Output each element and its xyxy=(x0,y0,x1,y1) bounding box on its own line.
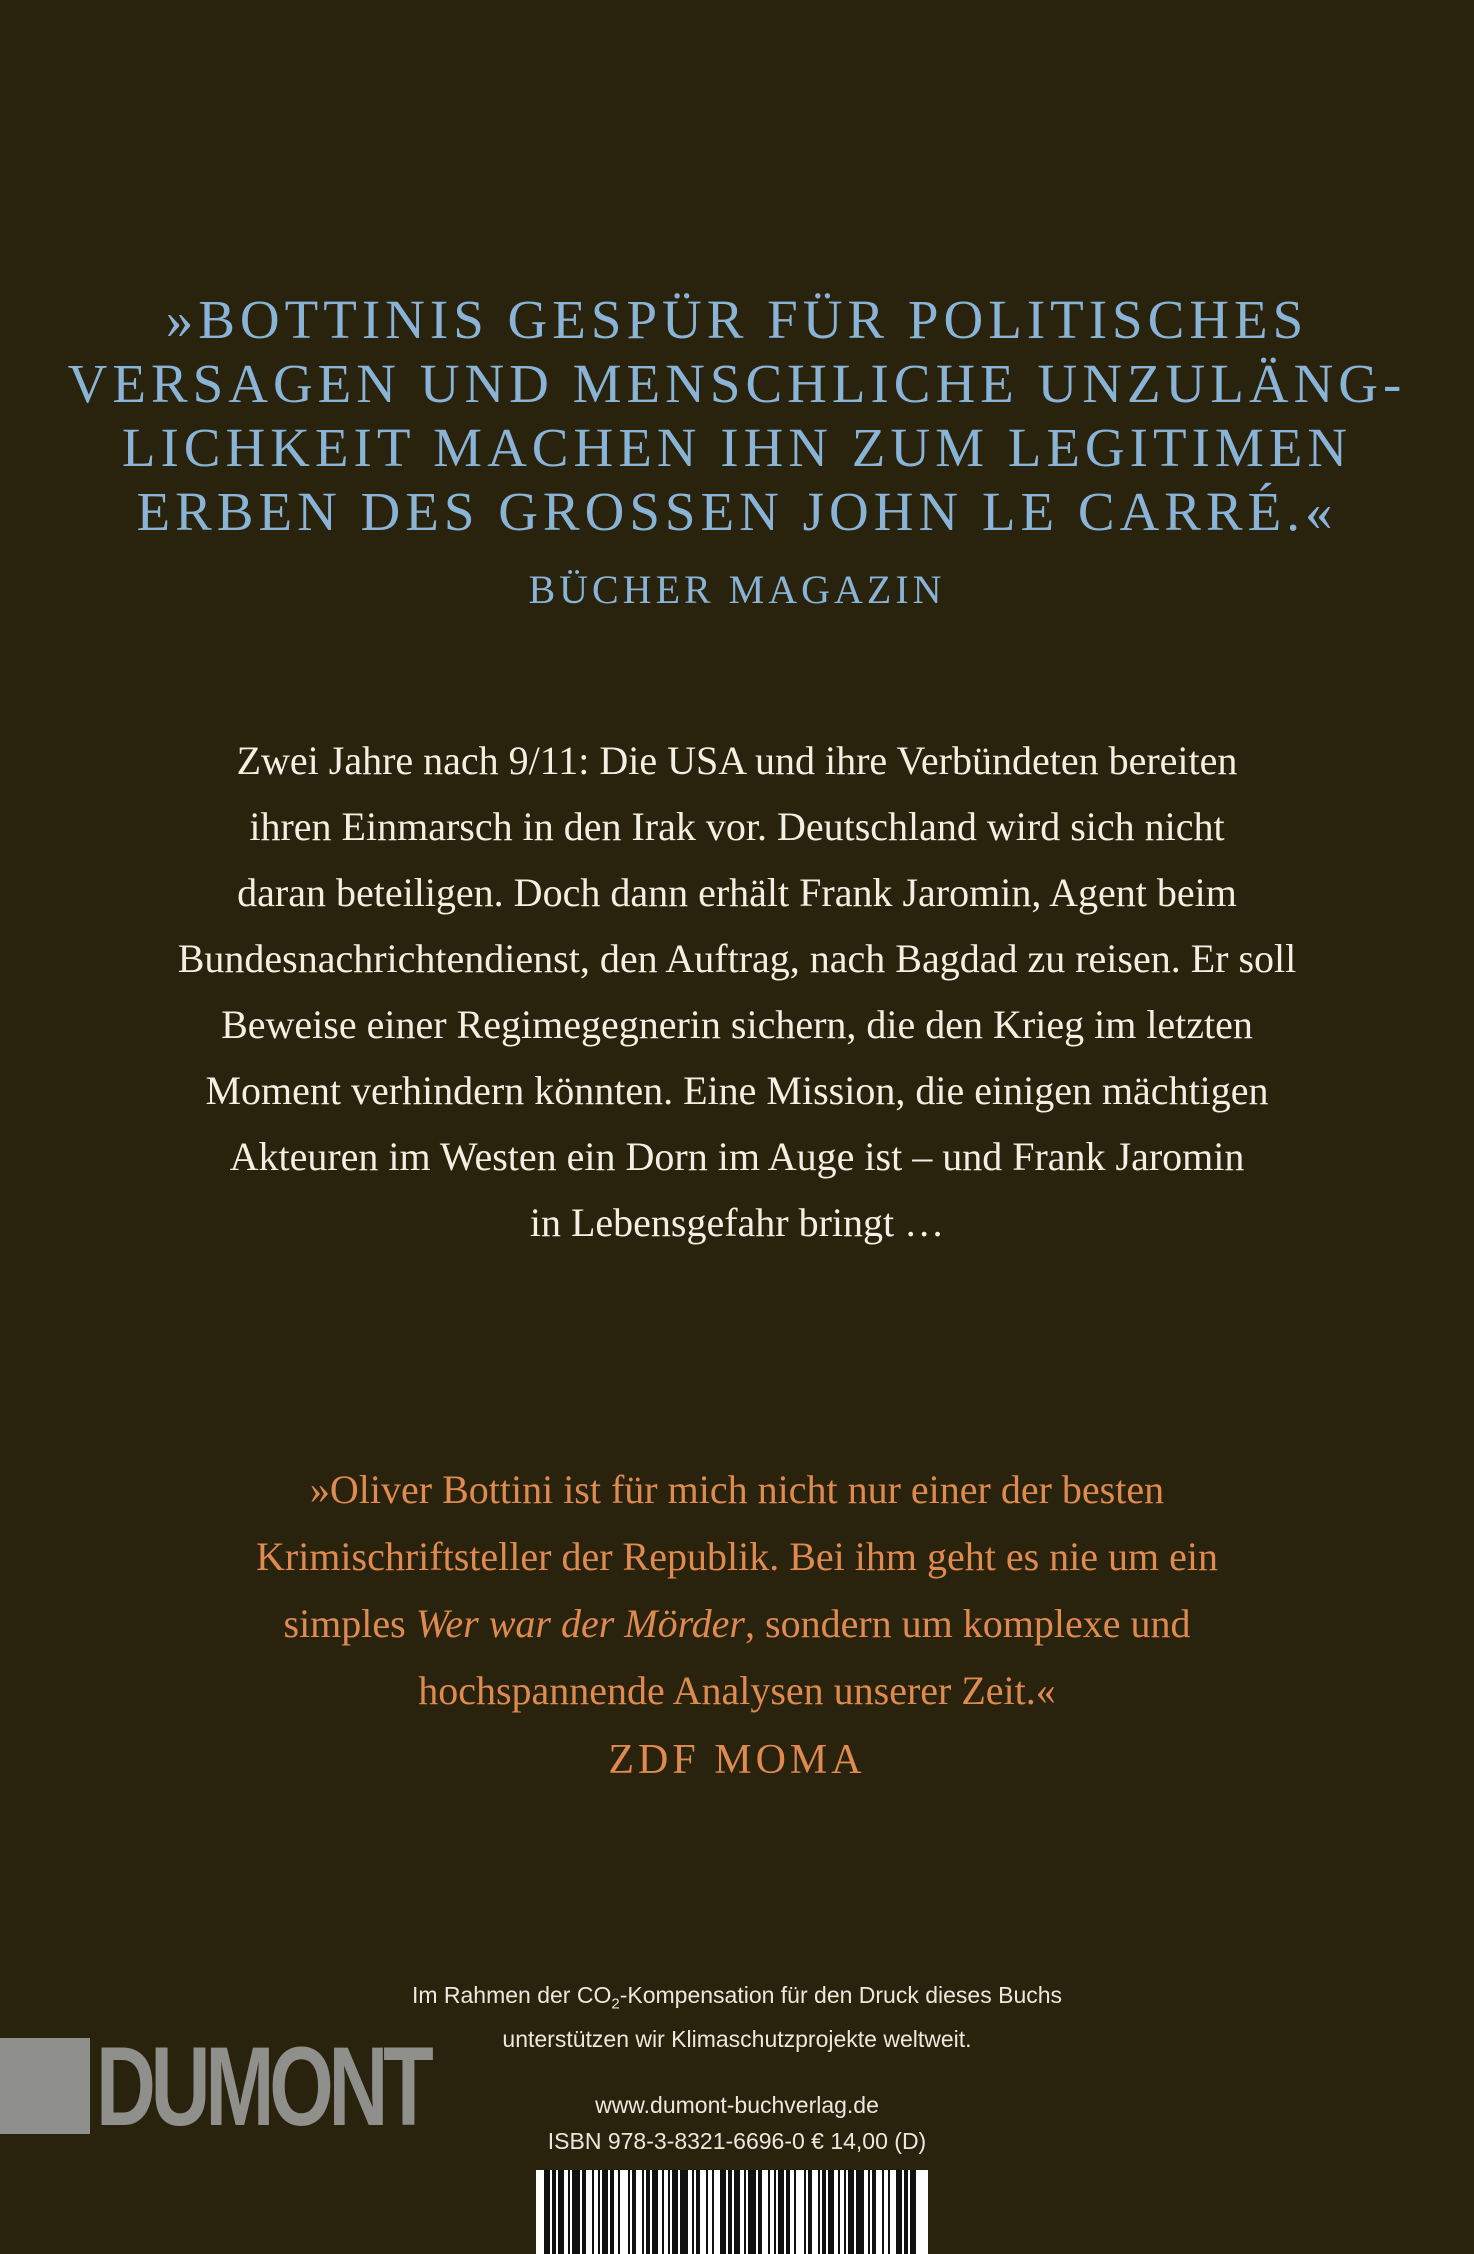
barcode-bar xyxy=(804,2170,806,2254)
bottom-quote-italic-title: Wer war der Mörder xyxy=(415,1601,745,1646)
barcode-bar xyxy=(794,2170,796,2254)
co2-note-line xyxy=(0,1978,1474,2022)
barcode-bar xyxy=(904,2170,908,2254)
isbn-price: ISBN 978-3-8321-6696-0 € 14,00 (D) xyxy=(547,2128,927,2154)
barcode-bar xyxy=(822,2170,826,2254)
synopsis-line: in Lebensgefahr bringt … xyxy=(529,1200,945,1245)
synopsis-line: Moment verhindern könnten. Eine Mission, die einigen mächtigen xyxy=(205,1068,1269,1113)
bottom-quote-line xyxy=(0,1590,1474,1657)
barcode-bar xyxy=(758,2170,762,2254)
co2-text: -Kompensation für den Druck dieses Buchs xyxy=(619,1982,1063,2008)
top-quote-line: VERSAGEN UND MENSCHLICHE UNZULÄNG- xyxy=(67,353,1407,414)
barcode-bar xyxy=(544,2170,550,2254)
top-quote-line: ERBEN DES GROSSEN JOHN LE CARRÉ.« xyxy=(136,481,1338,542)
barcode-bar xyxy=(748,2170,756,2254)
bottom-quote-line: Krimischriftsteller der Republik. Bei ihm geht es nie um ein xyxy=(255,1534,1218,1579)
co2-text: Im Rahmen der CO xyxy=(411,1982,612,2008)
barcode-bar xyxy=(652,2170,658,2254)
synopsis-line: Akteuren im Westen ein Dorn im Auge ist – und Frank Jaromin xyxy=(229,1134,1245,1179)
barcode-bar xyxy=(844,2170,846,2254)
barcode-bar xyxy=(734,2170,740,2254)
barcode-bar xyxy=(818,2170,820,2254)
barcode-bar xyxy=(712,2170,714,2254)
barcode-bar xyxy=(692,2170,694,2254)
barcode-bar xyxy=(558,2170,564,2254)
logo-wordmark: DUMONT xyxy=(96,2024,429,2149)
publisher-url: www.dumont-buchverlag.de xyxy=(595,2092,879,2118)
top-quote-line: »BOTTINIS GESPÜR FÜR POLITISCHES xyxy=(165,289,1309,350)
co2-note-line: unterstützen wir Klimaschutzprojekte weltweit. xyxy=(502,2025,972,2052)
barcode-bar xyxy=(632,2170,636,2254)
bottom-quote-line: hochspannende Analysen unserer Zeit.« xyxy=(418,1668,1056,1713)
barcode-bar xyxy=(662,2170,664,2254)
barcode-bar xyxy=(768,2170,770,2254)
barcode-bar xyxy=(774,2170,776,2254)
barcode-bar xyxy=(910,2170,916,2254)
logo-bar xyxy=(0,2038,90,2134)
publisher-logo xyxy=(0,2024,429,2149)
top-quote-line: LICHKEIT MACHEN IHN ZUM LEGITIMEN xyxy=(121,417,1353,478)
barcode-bar xyxy=(786,2170,790,2254)
bottom-quote-text: , sondern um komplexe und xyxy=(745,1601,1191,1646)
barcode-bar xyxy=(848,2170,854,2254)
barcode-graphic xyxy=(536,2170,928,2254)
barcode-bar xyxy=(888,2170,890,2254)
barcode-bar xyxy=(744,2170,746,2254)
synopsis-line: Zwei Jahre nach 9/11: Die USA und ihre Verbündeten bereiten xyxy=(236,738,1238,783)
barcode-bar xyxy=(896,2170,902,2254)
top-quote-source: BÜCHER MAGAZIN xyxy=(528,567,946,612)
bottom-quote-text: simples xyxy=(283,1601,416,1646)
barcode-bar xyxy=(610,2170,614,2254)
synopsis-line: Beweise einer Regimegegnerin sichern, die den Krieg im letzten xyxy=(221,1002,1253,1047)
barcode-bar xyxy=(628,2170,630,2254)
barcode-bar xyxy=(872,2170,876,2254)
bottom-quote-line: »Oliver Bottini ist für mich nicht nur einer der besten xyxy=(309,1467,1165,1512)
synopsis-line: Bundesnachrichtendienst, den Auftrag, nach Bagdad zu reisen. Er soll xyxy=(177,936,1297,981)
barcode-bar xyxy=(696,2170,700,2254)
barcode-bar xyxy=(568,2170,570,2254)
synopsis-line: daran beteiligen. Doch dann erhält Frank Jaromin, Agent beim xyxy=(237,870,1237,915)
barcode-bar xyxy=(642,2170,644,2254)
barcode-bar xyxy=(720,2170,726,2254)
synopsis-line: ihren Einmarsch in den Irak vor. Deutschland wird sich nicht xyxy=(249,804,1225,849)
barcode-bar xyxy=(598,2170,600,2254)
barcode-bar xyxy=(592,2170,594,2254)
barcode-bar xyxy=(828,2170,834,2254)
bottom-quote-source: ZDF MOMA xyxy=(608,1737,866,1783)
barcode-bar xyxy=(618,2170,620,2254)
barcode-bar xyxy=(728,2170,732,2254)
barcode-bar xyxy=(680,2170,688,2254)
barcode-bar xyxy=(778,2170,784,2254)
barcode-bar xyxy=(856,2170,864,2254)
barcode-bar xyxy=(882,2170,884,2254)
barcode-bar xyxy=(868,2170,870,2254)
barcode xyxy=(536,2170,928,2254)
barcode-bar xyxy=(646,2170,650,2254)
top-quote xyxy=(0,288,1474,544)
synopsis xyxy=(0,728,1474,1256)
barcode-bar xyxy=(672,2170,678,2254)
barcode-bar xyxy=(572,2170,580,2254)
barcode-bar xyxy=(668,2170,670,2254)
barcode-bar xyxy=(838,2170,840,2254)
co2-subscript: 2 xyxy=(611,1995,620,2013)
barcode-bar xyxy=(706,2170,708,2254)
barcode-bar xyxy=(602,2170,608,2254)
barcode-bar xyxy=(552,2170,556,2254)
bottom-quote xyxy=(0,1456,1474,1724)
barcode-bar xyxy=(808,2170,812,2254)
barcode-bar xyxy=(582,2170,586,2254)
